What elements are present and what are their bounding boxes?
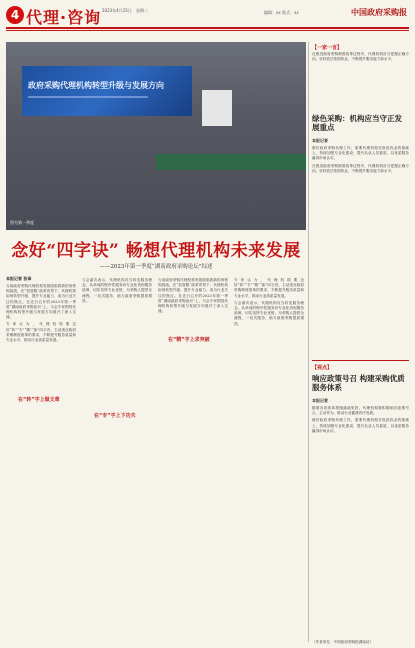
side-headline: 绿色采购：机构应当守正发展重点 [312,114,402,132]
page-number: 4 [6,6,24,24]
column-subhead: 在“专”字上下功夫 [94,413,136,419]
column-subhead: 在“精”字上求突破 [168,337,210,343]
article-paragraph: 专家认为，代理机构要念好“转”“专”“精”“新”四字诀，主动适应政府采购制度改革的要求，不断提升服务质量和专业水平，推动行业高质量发展。 [234,278,304,298]
header-rule [6,27,409,29]
side-paragraph: 做好政府采购代理工作，需要代理机构在规范执业的基础上，持续加强专业化建设，提升从业人员素质，以优质服务赢得市场认可。 [312,146,409,161]
photo-caption: 图为第一季度 [10,220,34,225]
article-paragraph: 专家认为，代理机构要念好“转”“专”“精”“新”四字诀，主动适应政府采购制度改革的要求，不断提升服务质量和专业水平，推动行业高质量发展。 [6,322,76,343]
side-paragraph: 在推进政府采购制度改革过程中，代理机构应当把握正确方向，坚持依法依规执业，不断提升服务能力和水平。 [312,52,409,62]
side-tag: 【视点】 [312,365,333,371]
side-column-top [312,52,409,110]
conference-table [156,154,306,170]
side-paragraph: 在推进政府采购制度改革过程中，代理机构应当把握正确方向，坚持依法依规执业，不断提升服务能力和水平。 [312,163,409,173]
article-column-1 [6,276,76,636]
projection-screen [22,66,192,116]
section-title: 代理·咨询 [26,8,102,27]
article-column-2 [82,276,152,636]
article-subhead: ——2023年第一季度“湖南政府采购论坛”综述 [99,264,213,270]
header-rule-thin [6,30,409,31]
screen-subline [28,96,148,98]
side-end-note: （作者单位：中国政府采购报湖南站） [312,640,374,644]
article-paragraph: 当前政府采购代理机构发展面临着新的形势和挑战，在“放管服”改革背景下，代理机构如何转型升级、提升专业能力，成为行业关注的焦点。在近日召开的2023年第一季度“湖南政府采购论坛”上，与会专家围绕代理机构转型升级与发展方向展开了深入交流。 [158,278,228,314]
conference-photo [6,42,306,230]
header-weekday: 星期二 [136,8,148,13]
article-paragraph: 与会嘉宾表示，代理机构应当转变服务理念，从单纯的程序性服务向专业化咨询服务延伸，切实发挥专业优势，为采购人提供全流程、一站式服务，助力政府采购提质增效。 [82,278,152,303]
screen-title: 政府采购代理机构转型升级与发展方向 [28,81,164,90]
podium [202,90,232,126]
header-editor: 编辑：xx 版式：xx [264,10,299,15]
side-paragraph: 做好政府采购代理工作，需要代理机构在规范执业的基础上，持续加强专业化建设，提升从业人员素质，以优质服务赢得市场认可。 [312,418,409,433]
article-paragraph: 与会嘉宾表示，代理机构应当转变服务理念，从单纯的程序性服务向专业化咨询服务延伸，切实发挥专业优势，为采购人提供全流程、一站式服务，助力政府采购提质增效。 [234,300,304,326]
side-paragraph: 随着各项改革措施落地见效，代理机构要积极响应政策号召，主动作为，推动行业健康有序发展。 [312,406,409,416]
side-column-mid [312,146,409,356]
article-column-4 [234,276,304,636]
column-subhead: 在“转”字上做文章 [18,397,60,403]
article-headline: 念好“四字诀” 畅想代理机构未来发展 [11,241,301,261]
side-byline: 本报记者 [312,398,328,403]
column-divider [308,42,309,642]
article-byline: 本报记者 张译 [6,276,32,281]
header-date: 2023年4月25日 [102,8,132,13]
article-paragraph: 当前政府采购代理机构发展面临着新的形势和挑战，在“放管服”改革背景下，代理机构如何转型升级、提升专业能力，成为行业关注的焦点。在近日召开的2023年第一季度“湖南政府采购论坛”上，与会专家围绕代理机构转型升级与发展方向展开了深入交流。 [6,284,76,320]
side-column-bottom [312,406,409,636]
masthead-logo: 中国政府采购报 [351,7,407,17]
article-column-3 [158,276,228,636]
side-byline: 本报记者 [312,138,328,143]
side-tag: 【一家一言】 [312,45,343,51]
side-headline: 响应政策号召 构建采购优质服务体系 [312,374,405,392]
side-divider [312,360,409,361]
